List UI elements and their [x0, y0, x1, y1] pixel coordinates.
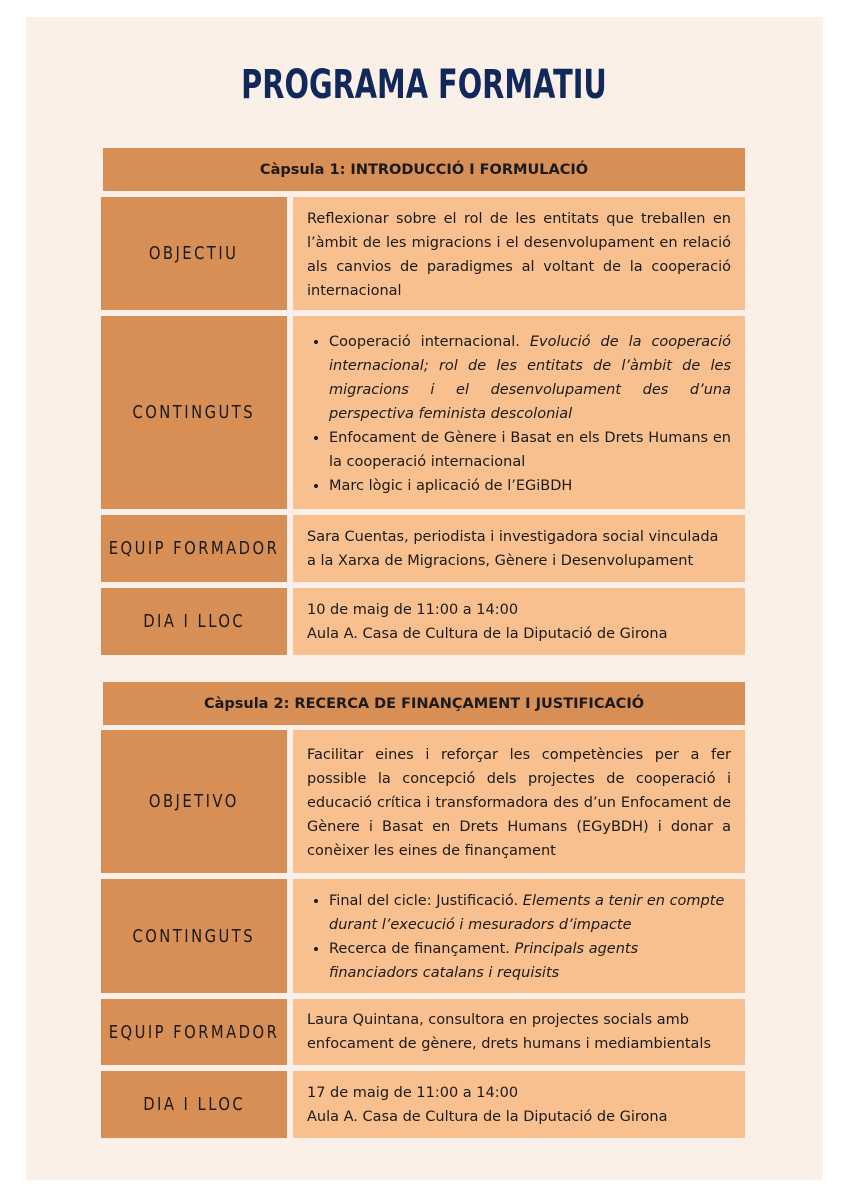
capsula2-dia-label: DIA I LLOC	[101, 1071, 287, 1138]
list-item: • Marc lògic i aplicació de l’EGiBDH	[329, 474, 731, 498]
capsula1-dia-text	[293, 588, 745, 655]
capsula1-equip-text: Sara Cuentas, periodista i investigadora social vinculada a la Xarxa de Migracions, Gènere i Desenvolupament	[293, 515, 745, 582]
date-line: 10 de maig de 11:00 a 14:00	[307, 601, 519, 618]
capsula1-continguts-label: CONTINGUTS	[101, 316, 287, 509]
capsula1-dia-label: DIA I LLOC	[101, 588, 287, 655]
capsula2-header: Càpsula 2: RECERCA DE FINANÇAMENT I JUSTIFICACIÓ	[103, 682, 745, 725]
capsula1-header: Càpsula 1: INTRODUCCIÓ I FORMULACIÓ	[103, 148, 745, 191]
place-line: Aula A. Casa de Cultura de la Diputació de Girona	[307, 1108, 668, 1125]
list-item: • Recerca de finançament. Principals agents financiadors catalans i requisits	[329, 937, 731, 985]
capsula2-equip-label: EQUIP FORMADOR	[101, 999, 287, 1065]
capsula1-objectiu-label: OBJECTIU	[101, 197, 287, 310]
capsula2-objectiu-text: Facilitar eines i reforçar les competències per a fer possible la concepció dels projectes de cooperació i educació crítica i transformadora des d’un Enfocament de Gènere i Basat en Drets Humans (EGyBDH) i donar a conèixer les eines de finançament	[293, 730, 745, 873]
capsula2-continguts-label: CONTINGUTS	[101, 879, 287, 993]
place-line: Aula A. Casa de Cultura de la Diputació de Girona	[307, 625, 668, 642]
capsula2-continguts	[293, 879, 745, 993]
list-item: • Final del cicle: Justificació. Elements a tenir en compte durant l’execució i mesuradors d’impacte	[329, 889, 731, 937]
capsula2-dia-text	[293, 1071, 745, 1138]
list-item: • Cooperació internacional. Evolució de la cooperació internacional; rol de les entitats de l’àmbit de les migracions i el desenvolupament des d’una perspectiva feminista descolonial	[329, 330, 731, 426]
capsula1-continguts	[293, 316, 745, 509]
capsula1-objectiu-text: Reflexionar sobre el rol de les entitats que treballen en l’àmbit de les migracions i el desenvolupament en relació als canvios de paradigmes al voltant de la cooperació internacional	[293, 197, 745, 310]
capsula2-equip-text: Laura Quintana, consultora en projectes socials amb enfocament de gènere, drets humans i mediambientals	[293, 999, 745, 1065]
list-item: • Enfocament de Gènere i Basat en els Drets Humans en la cooperació internacional	[329, 426, 731, 474]
capsula2-objectiu-label: OBJETIVO	[101, 730, 287, 873]
date-line: 17 de maig de 11:00 a 14:00	[307, 1084, 519, 1101]
capsula1-equip-label: EQUIP FORMADOR	[101, 515, 287, 582]
page-title: PROGRAMA FORMATIU	[241, 62, 607, 108]
